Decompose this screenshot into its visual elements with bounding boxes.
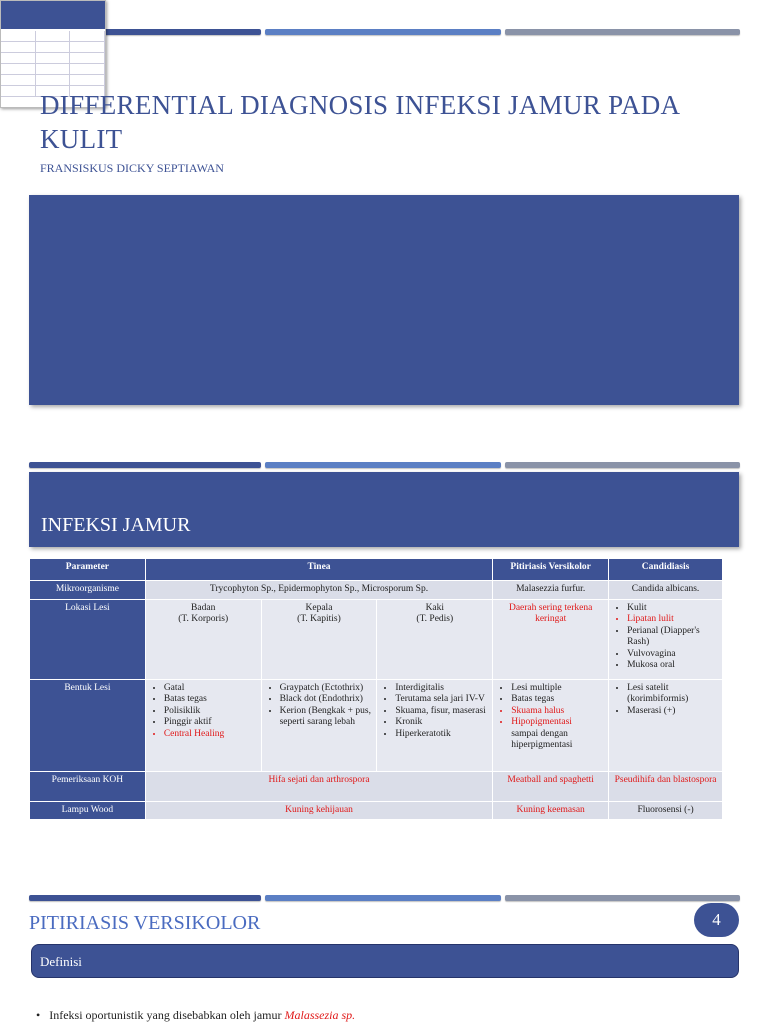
definition-bullet — [36, 1008, 355, 1023]
list-item: • Hiperkeratotik — [395, 729, 488, 741]
bullet-emphasis: Malassezia sp. — [284, 1008, 356, 1022]
table-cell: Kuning keemasan — [493, 801, 609, 820]
cell-text: (T. Kapitis) — [297, 614, 341, 624]
table-cell — [609, 599, 723, 679]
row-label: Pemeriksaan KOH — [30, 771, 146, 801]
col-header-pv: Pitiriasis Versikolor — [493, 559, 609, 581]
col-header-parameter: Parameter — [30, 559, 146, 581]
bullet-icon: • — [36, 1008, 50, 1022]
list-item: • Lesi satelit (korimbiformis) — [627, 683, 718, 706]
section-title: INFEKSI JAMUR — [41, 514, 191, 536]
content-placeholder-block — [29, 195, 739, 405]
definition-label: Definisi — [40, 954, 82, 969]
list-item: • Skuama halus — [511, 706, 604, 718]
list-item: • Batas tegas — [164, 694, 257, 706]
table-row — [30, 771, 723, 801]
table-cell — [145, 679, 261, 771]
cell-text: (T. Korporis) — [178, 614, 229, 624]
list-item: • Kerion (Bengkak + pus, seperti sarang lebah — [280, 706, 373, 729]
slide-title: DIFFERENTIAL DIAGNOSIS INFEKSI JAMUR PADA KULIT — [40, 90, 679, 154]
table-cell — [261, 599, 377, 679]
cell-text: Kaki — [425, 602, 445, 613]
decor-stripe-top — [29, 29, 740, 35]
cell-text: Badan — [191, 602, 216, 613]
list-item: • Maserasi (+) — [627, 706, 718, 718]
row-label: Lokasi Lesi — [30, 599, 146, 679]
col-header-candidiasis: Candidiasis — [609, 559, 723, 581]
differential-table — [29, 558, 723, 820]
table-header-row — [30, 559, 723, 581]
table-row — [30, 801, 723, 820]
decor-stripe-middle — [29, 462, 740, 468]
author-name: FRANSISKUS DICKY SEPTIAWAN — [40, 161, 224, 175]
list-item: • Skuama, fisur, maserasi — [395, 706, 488, 718]
definition-header — [31, 944, 739, 978]
table-cell — [377, 599, 493, 679]
list-item: • Kulit — [627, 603, 718, 615]
decor-stripe-bottom — [29, 895, 740, 901]
table-cell: Pseudihifa dan blastospora — [609, 771, 723, 801]
list-item: • Hipopigmentasi — [511, 717, 604, 729]
list-item: • Batas tegas — [511, 694, 604, 706]
col-header-tinea: Tinea — [145, 559, 492, 581]
table-cell: Malasezzia furfur. — [493, 581, 609, 600]
list-item: • Interdigitalis — [395, 683, 488, 695]
list-item: • Pinggir aktif — [164, 717, 257, 729]
list-item: • Lesi multiple — [511, 683, 604, 695]
table-cell — [377, 679, 493, 771]
section-header — [29, 472, 739, 547]
table-cell: Kuning kehijauan — [145, 801, 492, 820]
table-cell: Fluorosensi (-) — [609, 801, 723, 820]
page-number-badge: 4 — [694, 903, 739, 937]
table-row — [30, 679, 723, 771]
row-label: Lampu Wood — [30, 801, 146, 820]
bullet-text: Infeksi oportunistik yang disebabkan oleh jamur — [49, 1008, 285, 1022]
table-cell: Trycophyton Sp., Epidermophyton Sp., Microsporum Sp. — [145, 581, 492, 600]
row-label: Bentuk Lesi — [30, 679, 146, 771]
list-item: • Gatal — [164, 683, 257, 695]
list-item: • Vulvovagina — [627, 649, 718, 661]
list-item: • Mukosa oral — [627, 660, 718, 672]
cell-text: (T. Pedis) — [416, 614, 454, 624]
list-item: • Perianal (Diapper's Rash) — [627, 626, 718, 649]
table-cell — [145, 599, 261, 679]
list-item: • Terutama sela jari IV-V — [395, 694, 488, 706]
row-label: Mikroorganisme — [30, 581, 146, 600]
table-cell: Hifa sejati dan arthrospora — [145, 771, 492, 801]
list-item: • Black dot (Endothrix) — [280, 694, 373, 706]
list-item: • Central Healing — [164, 729, 257, 741]
list-item: • Lipatan lulit — [627, 614, 718, 626]
cell-text: Kepala — [305, 602, 333, 613]
table-cell — [261, 679, 377, 771]
table-cell: Candida albicans. — [609, 581, 723, 600]
table-cell: Meatball and spaghetti — [493, 771, 609, 801]
slide-title: PITIRIASIS VERSIKOLOR — [29, 912, 261, 934]
list-item: • Kronik — [395, 717, 488, 729]
table-cell — [609, 679, 723, 771]
table-row — [30, 599, 723, 679]
list-item: • Polisiklik — [164, 706, 257, 718]
table-cell: Daerah sering terkena keringat — [493, 599, 609, 679]
table-row — [30, 581, 723, 600]
cell-text: sampai dengan hiperpigmentasi — [511, 728, 573, 750]
table-cell — [493, 679, 609, 771]
list-item: • Graypatch (Ectothrix) — [280, 683, 373, 695]
